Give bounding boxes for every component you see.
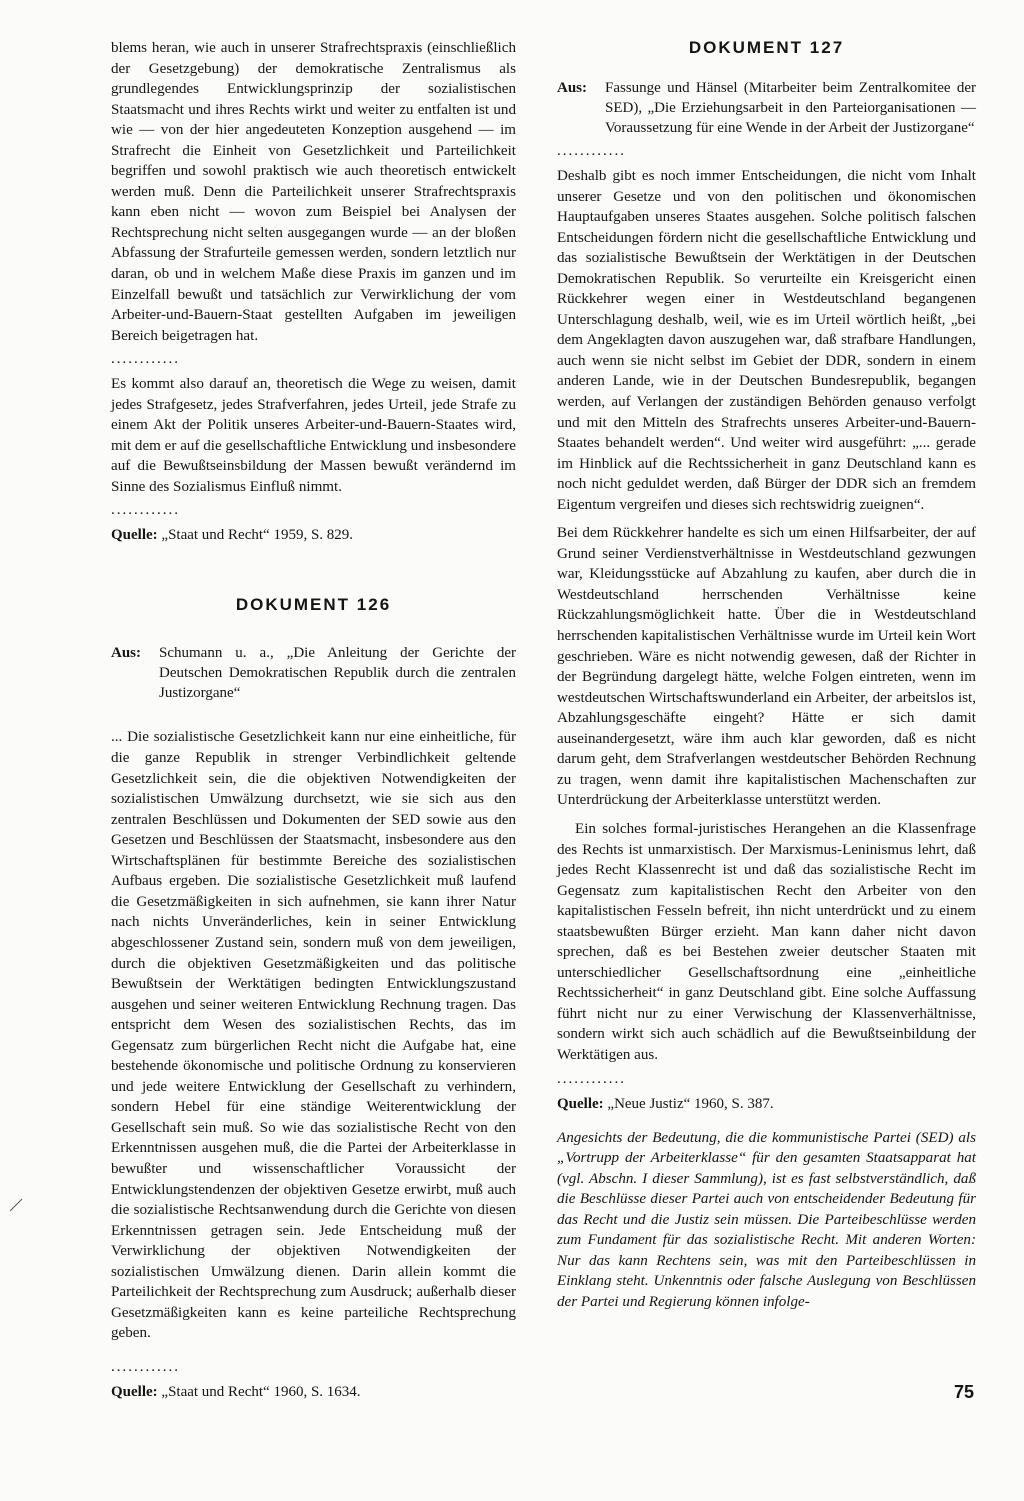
- source-text: „Staat und Recht“ 1959, S. 829.: [161, 527, 354, 544]
- excerpt-origin: [111, 643, 516, 703]
- right-column: [557, 38, 976, 1312]
- excerpt-origin: [557, 78, 976, 138]
- paragraph: Es kommt also darauf an, theoretisch die Wege zu weisen, damit jedes Strafgesetz, jedes Strafverfahren, jedes Urteil, jede Strafe zu einem Akt der Politik unseres Arbeiter-und-Bauern-Staates wird, mit dem er auf die gesellschaftliche Entwicklung und insbesondere auf die Bewußtseinsbildung der Massen bewußt verändernd im Sinne des Sozialismus Einfluß nimmt.: [111, 376, 516, 495]
- aus-label: Aus:: [111, 645, 142, 662]
- source-label: Quelle:: [111, 527, 158, 544]
- aus-label: Aus:: [557, 80, 588, 96]
- paragraph: ... Die sozialistische Gesetzlichkeit kann nur eine einheitliche, für die ganze Republik in strenger Verbindlichkeit geltende Gesetzlichkeit sein, die die objektiven Notwendigkeiten der sozialistischen Umwälzung durchsetzt, wie sie sich aus den zentralen Beschlüssen und Dokumenten der SED sowie aus den Gesetzen und Beschlüssen der Staatsmacht, insbesondere aus den Wirtschaftsplänen für bestimmte Bereiche des sozialistischen Aufbaus ergeben. Die sozialistische Gesetzlichkeit muß laufend die Gesetzmäßigkeiten in sich aufnehmen, sie kann ihrer Natur nach nichts Unveränderliches, kein in seiner Entwicklung abgeschlossener Zustand sein, sondern muß von dem jeweiligen, durch die objektiven Gesetzmäßigkeiten und das politische Bewußtsein der Werktätigen bedingten Entwicklungszustand ausgehen und seiner weiteren Entwicklung Rechnung tragen. Das entspricht dem Wesen des sozialistischen Rechts, das im Gegensatz zum bürgerlichen Recht nicht die Aufgabe hat, eine bestehende ökonomische und politische Ordnung zu konservieren und jede weitere Entwicklung der Gesellschaft zu verhindern, sondern Hebel für eine ständige Weiterentwicklung der Gesellschaft sein muß. So wie das sozialistische Recht von den Erkenntnissen ausgehen muß, die die Partei der Arbeiterklasse in bewußter und wissenschaftlicher Voraussicht der Entwicklungstendenzen der objektiven Gesetze erwirbt, muß auch die sozialistische Rechtsanwendung durch die Gerichte von diesen Erkenntnissen getragen sein. Jede Entscheidung muß der Verwirklichung der objektiven Notwendigkeiten der sozialistischen Umwälzung dienen. Darin allein kommt die Parteilichkeit der Rechtsprechung zum Ausdruck; außerhalb dieser Gesetzmäßigkeiten kann es keine parteiliche Rechtsprechung geben.: [111, 729, 516, 1342]
- source-citation: [557, 1094, 976, 1114]
- document-heading-126: DOKUMENT 126: [235, 595, 392, 615]
- ellipsis-separator: ............: [111, 1358, 180, 1375]
- source-citation: [111, 525, 516, 545]
- source-label: Quelle:: [557, 1095, 604, 1112]
- source-text: „Neue Justiz“ 1960, S. 387.: [607, 1095, 774, 1112]
- source-text: „Staat und Recht“ 1960, S. 1634.: [161, 1383, 361, 1400]
- aus-text: Schumann u. a., „Die Anleitung der Gerichte der Deutschen Demokratischen Republik durch die zentralen Justizorgane“: [159, 645, 516, 702]
- pencil-mark-icon: [8, 1195, 26, 1213]
- ellipsis-separator: ............: [111, 502, 180, 519]
- page-number: 75: [953, 1382, 974, 1402]
- ellipsis-separator: ............: [557, 1070, 626, 1087]
- left-column: [111, 38, 516, 1402]
- paragraph: Deshalb gibt es noch immer Entscheidungen, die nicht vom Inhalt unserer Gesetze und von den politischen und ökonomischen Hauptaufgaben unseres Staates ausgehen. Solche politisch falschen Entscheidungen fördern nicht die gesellschaftliche Entwicklung und das sozialistische Bewußtsein der Werktätigen in der Deutschen Demokratischen Republik. So verurteilte ein Kreisgericht einen Rückkehrer wegen einer in Westdeutschland begangenen Unterschlagung deshalb, weil, wie es im Urteil wörtlich heißt, „bei dem Angeklagten davon auszugehen war, daß strafbare Handlungen, auch wenn sie nicht selbst im Gebiet der DDR, sondern in einem anderen Lande, wie in der Deutschen Bundesrepublik, begangen werden, auf Verlangen der zuständigen Behörden genauso verfolgt und mit den Mitteln des Strafrechts unseres Arbeiter-und-Bauern-Staates behandelt werden“. Und weiter wird ausgeführt: „... gerade im Hinblick auf die Rechtssicherheit in ganz Deutschland kann es noch nicht geduldet werden, daß Bürger der DDR sich an fremdem Eigentum vergreifen und dieses sich rechtswidrig zueignen“.: [557, 168, 976, 513]
- source-label: Quelle:: [111, 1383, 158, 1400]
- ellipsis-separator: ............: [111, 351, 180, 368]
- paragraph: Bei dem Rückkehrer handelte es sich um einen Hilfsarbeiter, der auf Grund seiner Verdienstverhältnisse in Westdeutschland gezwungen war, Kleidungsstücke auf Abzahlung zu kaufen, aber durch die in Westdeutschland herrschenden Verhältnisse keine Rückzahlungsmöglichkeit hatte. Über die in Westdeutschland herrschenden kapitalistischen Verhältnisse wurde im Urteil kein Wort geschrieben. Wäre es nicht notwendig gewesen, daß der Richter in der Begründung dargelegt hätte, welche Folgen eintreten, wenn im westdeutschen Wirtschaftswunderland ein Arbeiter, der arbeitslos ist, Abzahlungsgeschäfte eingeht? Hätte er sich damit auseinandergesetzt, wäre ihm auch klar geworden, daß es nicht darum geht, dem Strafverlangen westdeutscher Behörden Rechnung zu tragen, wenn damit ihre kapitalistischen Machenschaften zur Unterdrückung der Arbeiterklasse unterstützt werden.: [557, 525, 976, 809]
- source-citation: [111, 1382, 516, 1402]
- document-heading-127: DOKUMENT 127: [688, 38, 845, 57]
- paragraph: Ein solches formal-juristisches Herangehen an die Klassenfrage des Rechts ist unmarxistisch. Der Marxismus-Leninismus lehrt, daß jedes Recht Klassenrecht ist und daß das sozialistische Recht im Gegensatz zum kapitalistischen Recht den Arbeiter von den kapitalistischen Fesseln befreit, ihn nicht unterdrückt und zu einem staatsbewußten Bürger erzieht. Man kann daher nicht davon sprechen, daß es bei Bestehen zweier deutscher Staaten mit unterschiedlicher Gesellschaftsordnung eine „einheitliche Rechtssicherheit“ in ganz Deutschland gibt. Eine solche Auffassung führt nicht nur zu einer Verwischung der Klassenverhältnisse, sondern wirkt sich auch schädlich auf die Bewußtseinbildung der Werktätigen aus.: [557, 820, 976, 1063]
- aus-text: Fassunge und Hänsel (Mitarbeiter beim Zentralkomitee der SED), „Die Erziehungsarbeit in den Parteiorganisationen — Voraussetzung für eine Wende in der Arbeit der Justizorgane“: [605, 80, 976, 136]
- ellipsis-separator: ............: [557, 143, 626, 159]
- paragraph: blems heran, wie auch in unserer Strafrechtspraxis (einschließlich der Gesetzgebung) der demokratische Zentralismus als grundlegendes Entwicklungsprinzip der sozialistischen Staatsmacht und ihres Rechts wirkt und weiter zu entfalten ist und wie — von der hier angedeuteten Konzeption ausgehend — im Strafrecht die Einheit von Gesetzlichkeit und Parteilichkeit begriffen und sowohl praktisch wie auch theoretisch entwickelt werden muß. Denn die Parteilichkeit unserer Strafrechtspraxis kann eben nicht — wovon zum Beispiel bei Analysen der Rechtsprechung nicht selten ausgegangen wurde — an der bloßen Abfassung der Strafurteile gemessen werden, sondern letztlich nur daran, ob und in welchem Maße diese Praxis im ganzen und im Einzelfall bewußt und tatsächlich zur Verwirklichung der vom Arbeiter-und-Bauern-Staat gestellten Aufgaben im jeweiligen Bereich beigetragen hat.: [111, 40, 516, 344]
- editorial-commentary: Angesichts der Bedeutung, die die kommunistische Partei (SED) als „Vortrupp der Arbeiterklasse“ für den gesamten Staatsapparat hat (vgl. Abschn. I dieser Sammlung), ist es fast selbstverständlich, daß die Beschlüsse dieser Partei auch von entscheidender Bedeutung für das Recht und die Justiz sein müssen. Die Parteibeschlüsse werden zum Fundament für das sozialistische Recht. Mit anderen Worten: Nur das kann Rechtens sein, was mit den Parteibeschlüssen in Einklang steht. Unkenntnis oder falsche Auslegung von Beschlüssen der Partei und Regierung können infolge-: [557, 1129, 976, 1310]
